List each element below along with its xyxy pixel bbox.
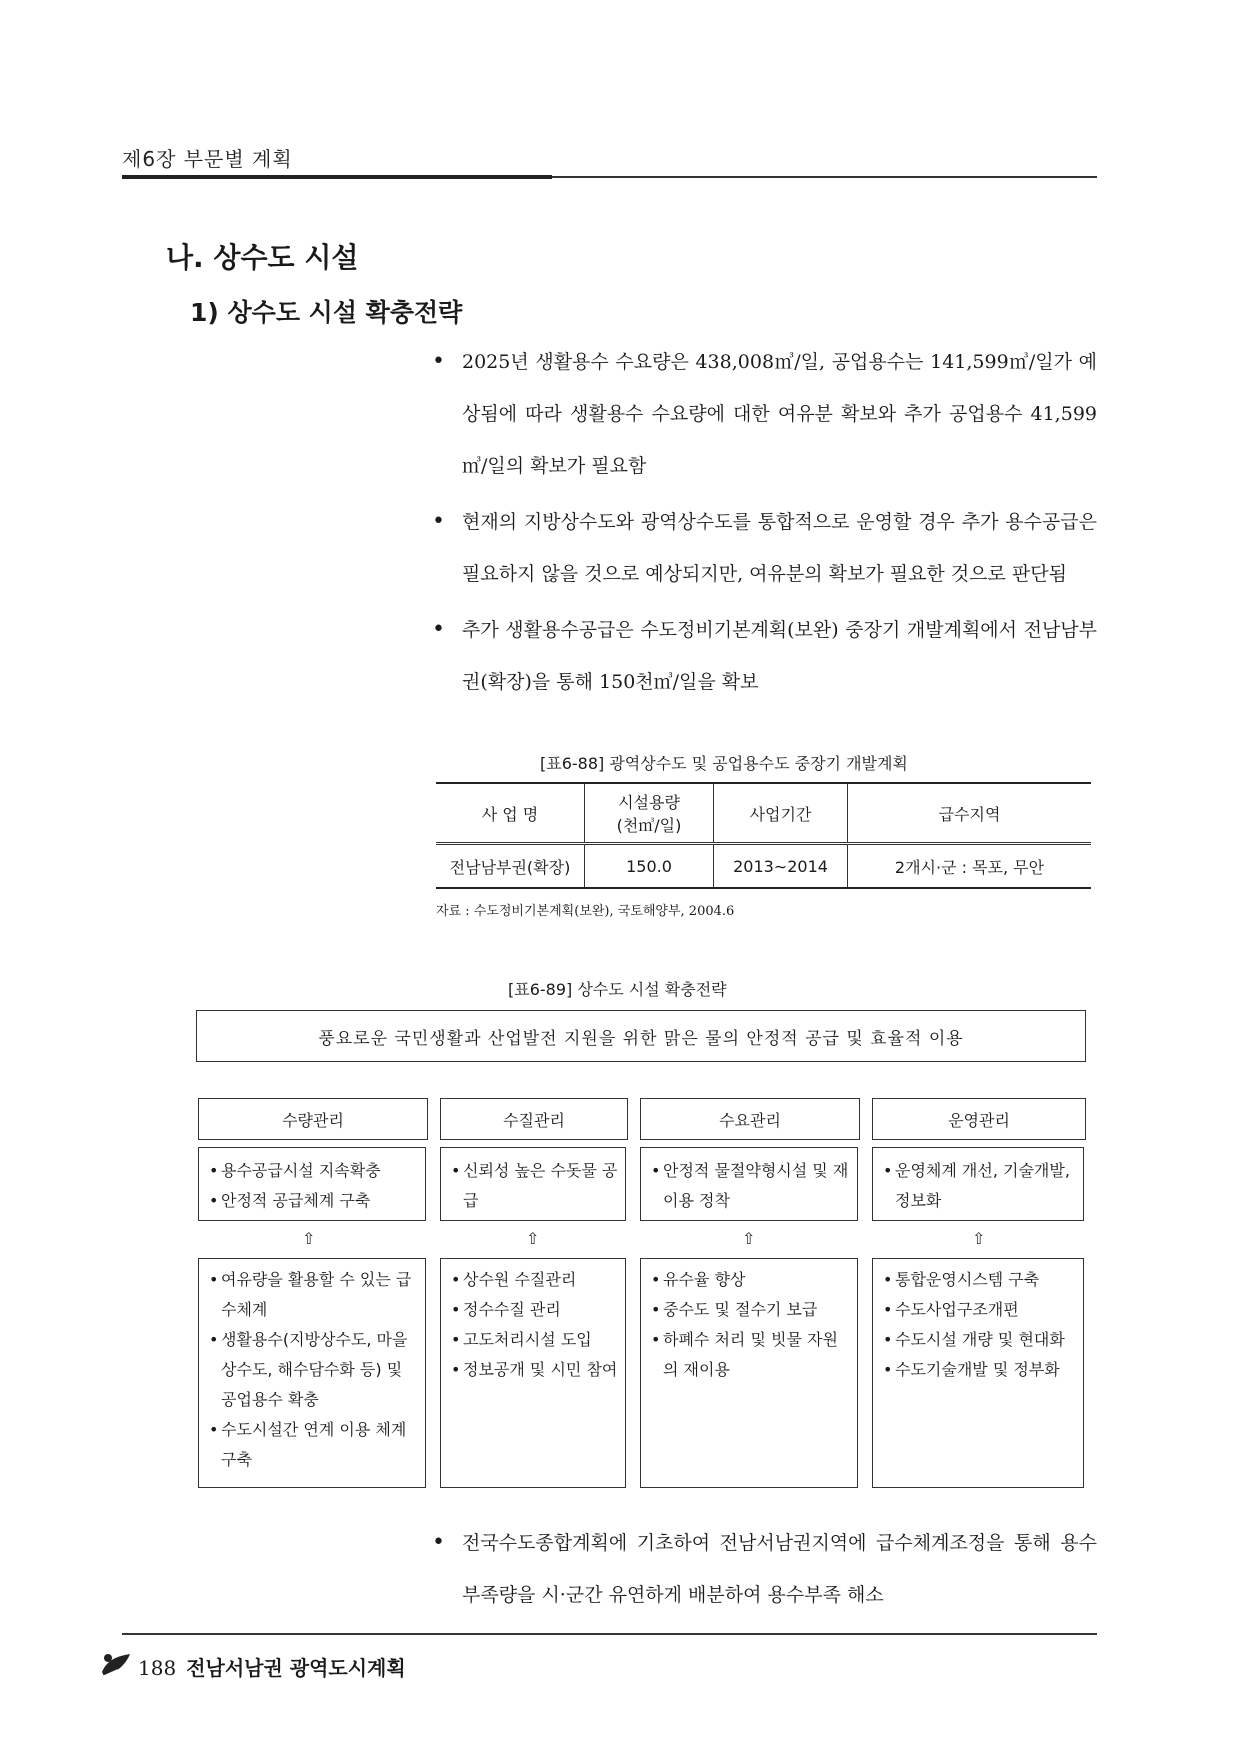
column-goals-quantity [198, 1147, 426, 1221]
header-project: 사 업 명 [436, 783, 585, 844]
action-item: • 유수율 향상 [647, 1265, 851, 1295]
action-item: • 정수수질 관리 [447, 1295, 619, 1325]
header-period: 사업기간 [714, 783, 848, 844]
table1-source: 자료 : 수도정비기본계획(보완), 국토해양부, 2004.6 [436, 904, 735, 919]
column-actions-operation [872, 1258, 1084, 1488]
action-item: • 통합운영시스템 구축 [879, 1265, 1077, 1295]
column-head-operation: 운영관리 [872, 1098, 1086, 1140]
column-actions-quantity [198, 1258, 426, 1488]
bullet-list [432, 336, 1097, 708]
column-head-quantity: 수량관리 [198, 1098, 428, 1140]
column-actions-quality [440, 1258, 626, 1488]
goal-item: • 안정적 물절약형시설 및 재이용 정착 [647, 1156, 851, 1216]
column-head-quality: 수질관리 [440, 1098, 628, 1140]
header-capacity-label: 시설용량 [618, 793, 680, 812]
header-region: 급수지역 [848, 783, 1092, 844]
header-capacity [585, 783, 714, 844]
bullet-item: • 2025년 생활용수 수요량은 438,008㎥/일, 공업용수는 141,599㎥/일가 예상됨에 따라 생활용수 수요량에 대한 여유분 확보와 추가 공업용수 41,599㎥/일의 확보가 필요함 [432, 336, 1097, 492]
diagram-caption: [표6-89] 상수도 시설 확충전략 [508, 980, 727, 999]
bullet-item: • 추가 생활용수공급은 수도정비기본계획(보완) 중장기 개발계획에서 전남남부권(확장)을 통해 150천㎥/일을 확보 [432, 604, 1097, 708]
action-item: • 하폐수 처리 및 빗물 자원의 재이용 [647, 1325, 851, 1385]
column-head-demand: 수요관리 [640, 1098, 860, 1140]
goal-item: • 신뢰성 높은 수돗물 공급 [447, 1156, 619, 1216]
leaf-logo-icon [98, 1650, 134, 1684]
action-item: • 중수도 및 절수기 보급 [647, 1295, 851, 1325]
column-goals-quality [440, 1147, 626, 1221]
goal-item: • 안정적 공급체계 구축 [205, 1186, 419, 1216]
cell-project: 전남남부권(확장) [436, 844, 585, 889]
column-goals-demand [640, 1147, 858, 1221]
column-actions-demand [640, 1258, 858, 1488]
action-item: • 정보공개 및 시민 참여 [447, 1355, 619, 1385]
up-arrow-icon: ⇧ [972, 1229, 986, 1248]
table-row [436, 844, 1091, 889]
cell-capacity: 150.0 [585, 844, 714, 889]
footer-rule [122, 1633, 1097, 1635]
header-capacity-unit: (천㎥/일) [616, 816, 682, 835]
up-arrow-icon: ⇧ [742, 1229, 756, 1248]
strategy-goal: 풍요로운 국민생활과 산업발전 지원을 위한 맑은 물의 안정적 공급 및 효율적 이용 [196, 1010, 1086, 1062]
header-rule-accent [122, 175, 552, 179]
up-arrow-icon: ⇧ [526, 1229, 540, 1248]
action-item: • 수도사업구조개편 [879, 1295, 1077, 1325]
table1-caption: [표6-88] 광역상수도 및 공업용수도 중장기 개발계획 [540, 754, 908, 773]
goal-item: • 용수공급시설 지속확충 [205, 1156, 419, 1186]
section-subtitle: 1) 상수도 시설 확충전략 [190, 298, 463, 327]
action-item: • 고도처리시설 도입 [447, 1325, 619, 1355]
bullet-item: • 현재의 지방상수도와 광역상수도를 통합적으로 운영할 경우 추가 용수공급은 필요하지 않을 것으로 예상되지만, 여유분의 확보가 필요한 것으로 판단됨 [432, 496, 1097, 600]
section-title: 나. 상수도 시설 [166, 241, 359, 274]
chapter-header: 제6장 부문별 계획 [122, 147, 293, 171]
action-item: • 수도시설 개량 및 현대화 [879, 1325, 1077, 1355]
cell-region: 2개시·군 : 목포, 무안 [848, 844, 1092, 889]
action-item: • 수도기술개발 및 정부화 [879, 1355, 1077, 1385]
closing-bullet [432, 1517, 1097, 1621]
document-title: 전남서남권 광역도시계획 [186, 1656, 406, 1680]
action-item: • 여유량을 활용할 수 있는 급수체계 [205, 1265, 419, 1325]
action-item: • 상수원 수질관리 [447, 1265, 619, 1295]
action-item: • 생활용수(지방상수도, 마을상수도, 해수담수화 등) 및 공업용수 확충 [205, 1325, 419, 1415]
up-arrow-icon: ⇧ [302, 1229, 316, 1248]
action-item: • 수도시설간 연계 이용 체계 구축 [205, 1415, 419, 1475]
bullet-item: • 전국수도종합계획에 기초하여 전남서남권지역에 급수체계조정을 통해 용수부족량을 시·군간 유연하게 배분하여 용수부족 해소 [432, 1517, 1097, 1621]
development-plan-table [436, 782, 1091, 889]
column-goals-operation [872, 1147, 1084, 1221]
cell-period: 2013∼2014 [714, 844, 848, 889]
page-number: 188 [138, 1656, 177, 1680]
page-footer [138, 1652, 406, 1681]
goal-item: • 운영체계 개선, 기술개발, 정보화 [879, 1156, 1077, 1216]
